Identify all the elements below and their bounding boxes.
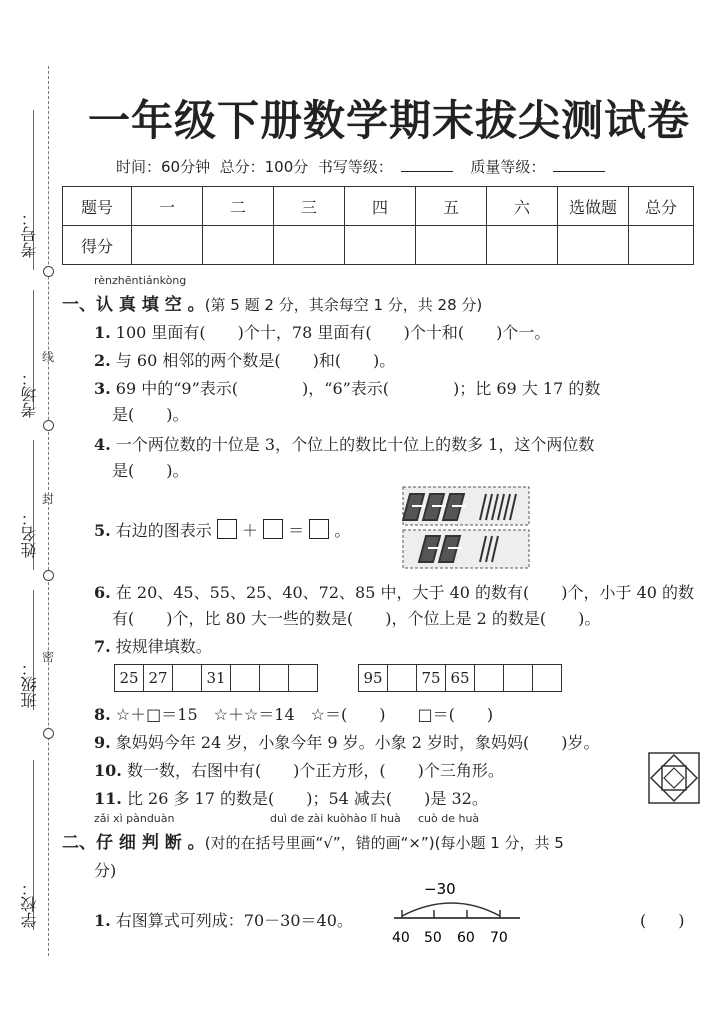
cut-mark-feng: 封	[42, 492, 55, 506]
question-1-3-cont: 是( )。	[112, 405, 189, 424]
sequence-cell[interactable]	[231, 665, 260, 692]
sequence-cell[interactable]	[504, 665, 533, 692]
score-cell[interactable]	[629, 226, 694, 265]
sequence-cell[interactable]	[173, 665, 202, 692]
number-line-tick: 60	[457, 930, 475, 946]
question-number: 5.	[94, 521, 111, 540]
question-1-10	[94, 758, 504, 781]
sequence-2	[358, 664, 562, 692]
question-text: 数一数，右图中有( )个正方形，( )个三角形。	[126, 761, 504, 780]
question-number: 9.	[94, 733, 111, 752]
question-1-9	[94, 730, 600, 753]
cut-mark-xian: 线	[42, 350, 55, 364]
question-text: ☆＋□＝15 ☆＋☆＝14 ☆＝( ) □＝( )	[115, 705, 494, 724]
question-text: 69 中的“9”表示( )，“6”表示( )；比 69 大 17 的数	[115, 379, 601, 398]
sequence-cell: 95	[359, 665, 388, 692]
question-1-6	[94, 580, 694, 603]
section2-title: 二、仔 细 判 断 。	[62, 833, 205, 853]
number-line-figure	[392, 880, 522, 950]
answer-paren[interactable]: ( )	[640, 911, 685, 930]
section1-heading	[62, 290, 482, 315]
score-header-cell: 六	[487, 187, 558, 226]
writing-grade-field[interactable]	[401, 159, 453, 172]
banji-label: 班级：	[20, 660, 39, 708]
section2-pinyin-1: zǎi xì pànduàn	[94, 812, 175, 825]
question-number: 8.	[94, 705, 111, 724]
question-1-7	[94, 634, 212, 657]
section2-note-cont: 分)	[94, 861, 117, 880]
score-header-cell: 四	[345, 187, 416, 226]
sequence-cell[interactable]	[388, 665, 417, 692]
score-header-cell: 题号	[63, 187, 132, 226]
number-line-label: −30	[424, 880, 456, 898]
question-text: 一个两位数的十位是 3，个位上的数比十位上的数多 1，这个两位数	[115, 435, 595, 454]
sequence-cell[interactable]	[289, 665, 318, 692]
number-line-tick: 50	[424, 930, 442, 946]
question-number: 6.	[94, 583, 111, 602]
question-text: 按规律填数。	[115, 637, 212, 656]
score-table	[62, 186, 694, 265]
score-row-label: 得分	[63, 226, 132, 265]
question-number: 1.	[94, 911, 111, 930]
quality-grade-label: 质量等级：	[470, 158, 546, 176]
binding-hole	[43, 266, 54, 277]
total-text: 总分：100分	[219, 158, 309, 176]
score-header-cell: 三	[274, 187, 345, 226]
xuexiao-label: 学校：	[20, 880, 39, 928]
question-number: 3.	[94, 379, 111, 398]
score-cell[interactable]	[487, 226, 558, 265]
binding-dash-line	[48, 66, 49, 956]
score-cell[interactable]	[416, 226, 487, 265]
question-1-1	[94, 320, 550, 343]
question-number: 2.	[94, 351, 111, 370]
binding-hole	[43, 420, 54, 431]
question-1-5: 5. 右边的图表示 ＋ ＝ 。	[94, 521, 351, 540]
binding-hole	[43, 570, 54, 581]
sequence-cell[interactable]	[475, 665, 504, 692]
sequence-cell: 25	[115, 665, 144, 692]
question-1-6-cont: 有( )个，比 80 大一些的数是( )，个位上是 2 的数是( )。	[112, 609, 601, 628]
section1-note: (第 5 题 2 分，其余每空 1 分，共 28 分)	[204, 296, 483, 314]
writing-grade-label: 书写等级：	[317, 158, 393, 176]
nested-shapes-figure	[648, 752, 700, 804]
score-cell[interactable]	[274, 226, 345, 265]
sequence-cell[interactable]	[533, 665, 562, 692]
score-header-cell: 一	[132, 187, 203, 226]
exam-info	[116, 156, 613, 177]
sequence-cell[interactable]	[260, 665, 289, 692]
answer-box[interactable]	[309, 519, 329, 539]
question-number: 4.	[94, 435, 111, 454]
number-line-tick: 70	[490, 930, 508, 946]
question-text: 与 60 相邻的两个数是( )和( )。	[115, 351, 396, 370]
section2-heading	[62, 828, 564, 853]
sequence-cell: 75	[417, 665, 446, 692]
question-1-3	[94, 376, 600, 399]
question-number: 7.	[94, 637, 111, 656]
score-header-row	[63, 187, 694, 226]
question-text: 右图算式可列成：70－30＝40。	[115, 911, 353, 930]
question-text: 100 里面有( )个十，78 里面有( )个十和( )个一。	[115, 323, 551, 342]
question-1-4	[94, 432, 594, 455]
question-1-2	[94, 348, 395, 371]
score-cell[interactable]	[203, 226, 274, 265]
score-cell[interactable]	[345, 226, 416, 265]
section1-pinyin: rènzhēntiánkòng	[94, 274, 187, 287]
score-header-cell: 总分	[629, 187, 694, 226]
score-cell[interactable]	[558, 226, 629, 265]
number-line-tick: 40	[392, 930, 410, 946]
question-1-11	[94, 786, 488, 809]
binding-hole	[43, 728, 54, 739]
score-header-cell: 五	[416, 187, 487, 226]
xingming-label: 姓名：	[20, 510, 39, 558]
question-text: 在 20、45、55、25、40、72、85 中，大于 40 的数有( )个，小于 40 的数	[115, 583, 695, 602]
section2-pinyin-3: cuò de huà	[418, 812, 480, 825]
question-text: 右边的图表示	[115, 521, 212, 540]
question-1-4-cont: 是( )。	[112, 461, 189, 480]
question-number: 11.	[94, 789, 122, 808]
quality-grade-field[interactable]	[553, 159, 605, 172]
answer-box[interactable]	[217, 519, 237, 539]
question-text: 比 26 多 17 的数是( )；54 减去( )是 32。	[126, 789, 488, 808]
score-cell[interactable]	[132, 226, 203, 265]
question-2-1	[94, 908, 353, 931]
question-text: 象妈妈今年 24 岁，小象今年 9 岁。小象 2 岁时，象妈妈( )岁。	[115, 733, 600, 752]
score-header-cell: 选做题	[558, 187, 629, 226]
section1-title: 一、认 真 填 空 。	[62, 295, 205, 315]
section2-note: (对的在括号里画“√”，错的画“×”)(每小题 1 分，共 5	[204, 834, 564, 852]
kaochang-label: 考场：	[20, 370, 39, 418]
cut-mark-mi: 密	[42, 650, 55, 664]
question-number: 1.	[94, 323, 111, 342]
section2-pinyin-2: duì de zài kuòhào lǐ huà	[270, 812, 401, 825]
stick-bundles-figure	[402, 486, 530, 570]
score-header-cell: 二	[203, 187, 274, 226]
kaohao-label: 考号：	[20, 210, 39, 258]
sequence-cell: 65	[446, 665, 475, 692]
time-text: 时间：60分钟	[116, 158, 211, 176]
page-title: 一年级下册数学期末拔尖测试卷	[88, 96, 691, 145]
sequence-1	[114, 664, 318, 692]
score-row	[63, 226, 694, 265]
question-1-8	[94, 702, 493, 725]
sequence-cell: 31	[202, 665, 231, 692]
answer-box[interactable]	[263, 519, 283, 539]
question-number: 10.	[94, 761, 122, 780]
sequence-cell: 27	[144, 665, 173, 692]
